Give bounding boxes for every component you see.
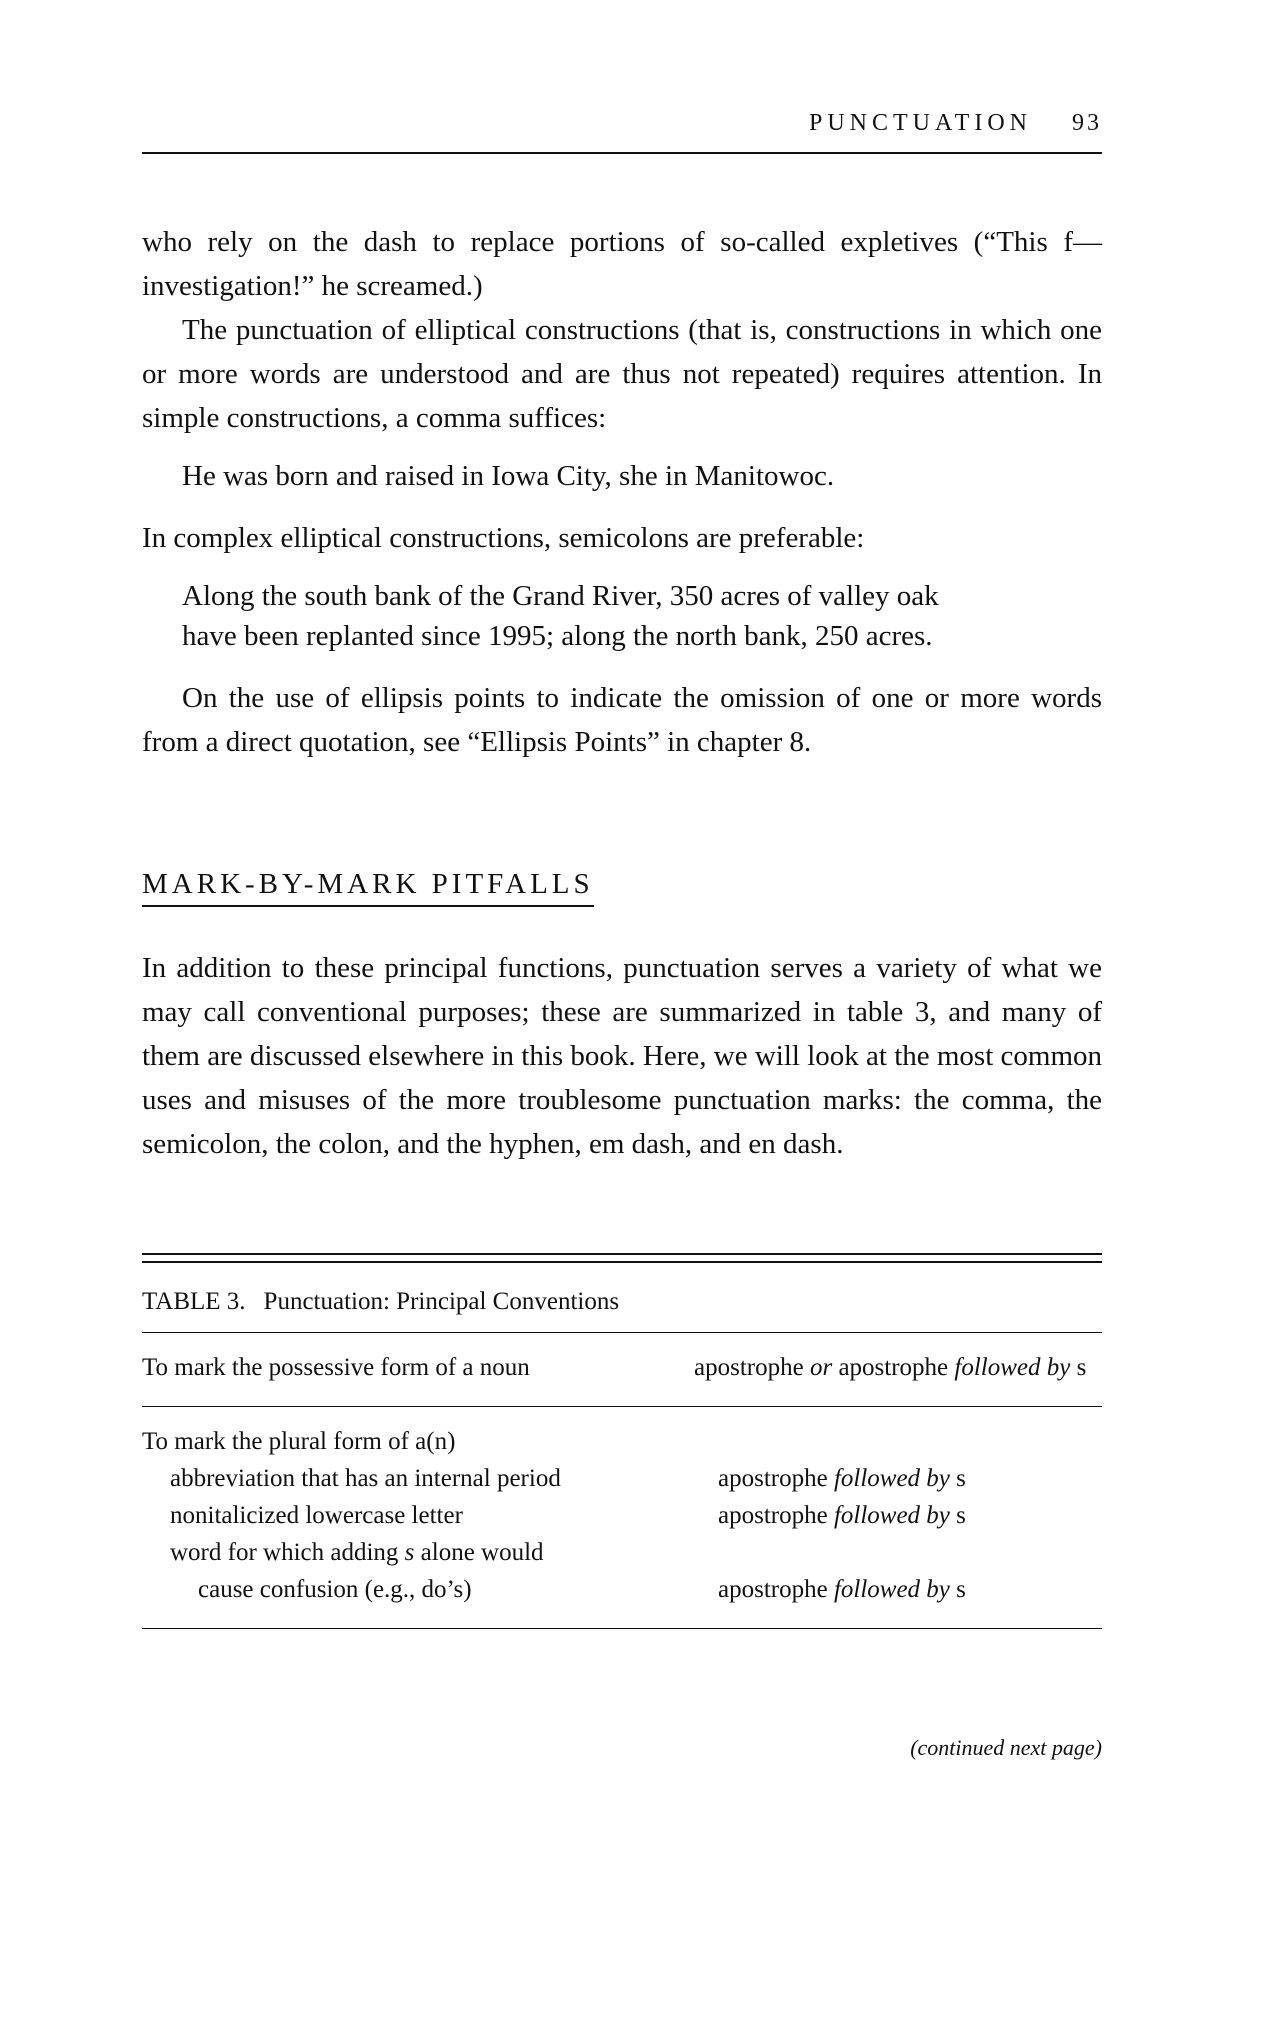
running-head-title: PUNCTUATION	[809, 110, 1032, 136]
table-row	[142, 1407, 1102, 1629]
section-paragraph: In addition to these principal functions, punctuation serves a variety of what we may call conventional purposes; these are summarized in table 3, and many of them are discussed elsewhere in this book. Here, we will look at the most common uses and misuses of the more troublesome punctuation marks: the comma, the semicolon, the colon, and the hyphen, em dash, and en dash.	[142, 952, 1103, 1160]
row1-use: To mark the possessive form of a noun	[142, 1354, 530, 1381]
example-complex-line-2: have been replanted since 1995; along the north bank, 250 acres.	[182, 620, 933, 652]
row2-mark-blank	[718, 1423, 1102, 1460]
row2-sub-word: word for which adding s alone would	[170, 1539, 544, 1566]
example-simple	[182, 456, 1102, 496]
continued-note: (continued next page)	[910, 1735, 1102, 1760]
paragraph-ellipsis: On the use of ellipsis points to indicate the omission of one or more words from a direct quotation, see “Ellipsis Points” in chapter 8.	[142, 682, 1102, 758]
table-top-rule	[142, 1253, 1102, 1263]
section-body	[142, 946, 1102, 1166]
row2-sub-letter: nonitalicized lowercase letter	[170, 1502, 463, 1529]
header-rule	[142, 152, 1102, 154]
row1-mark-b: apostrophe	[838, 1354, 949, 1381]
row1-mark-followed: followed by	[954, 1354, 1071, 1381]
table-caption	[142, 1263, 1102, 1333]
row2-mark-1: apostrophe followed by s	[718, 1465, 966, 1492]
table-cell-use	[142, 1349, 694, 1386]
row2-mark-blank-2	[718, 1534, 1102, 1571]
paragraph-continued: who rely on the dash to replace portions of so-called expletives (“This f— investigation!” he screamed.)	[142, 226, 1102, 302]
page-number: 93	[1072, 110, 1102, 136]
body-text	[142, 220, 1102, 764]
row2-sub-confusion: cause confusion (e.g., do’s)	[198, 1576, 472, 1603]
section-heading: MARK-BY-MARK PITFALLS	[142, 868, 594, 907]
row2-mark-2: apostrophe followed by s	[718, 1502, 966, 1529]
row2-mark-3: apostrophe followed by s	[718, 1576, 966, 1603]
table-row	[142, 1333, 1102, 1407]
table-3	[142, 1253, 1102, 1629]
table-cell-mark	[694, 1349, 1102, 1386]
example-complex	[182, 576, 1102, 656]
table-title: Punctuation: Principal Conventions	[263, 1288, 620, 1315]
example-complex-line-1: Along the south bank of the Grand River, 350 acres of valley oak	[182, 580, 939, 612]
running-head	[142, 110, 1102, 137]
row1-mark-s: s	[1076, 1354, 1087, 1381]
paragraph-complex: In complex elliptical constructions, semicolons are preferable:	[142, 522, 865, 554]
table-label: TABLE 3.	[142, 1288, 246, 1315]
row1-mark-or: or	[809, 1354, 833, 1381]
table-cell-mark	[718, 1423, 1102, 1608]
row1-mark-a: apostrophe	[694, 1354, 804, 1381]
table-cell-use	[142, 1423, 718, 1608]
paragraph-elliptical: The punctuation of elliptical constructions (that is, constructions in which one or more words are understood and are thus not repeated) requires attention. In simple constructions, a comma suffices:	[142, 314, 1102, 434]
row2-use: To mark the plural form of a(n)	[142, 1428, 456, 1455]
example-simple-text: He was born and raised in Iowa City, she in Manitowoc.	[182, 460, 835, 492]
row2-sub-abbreviation: abbreviation that has an internal period	[170, 1465, 561, 1492]
